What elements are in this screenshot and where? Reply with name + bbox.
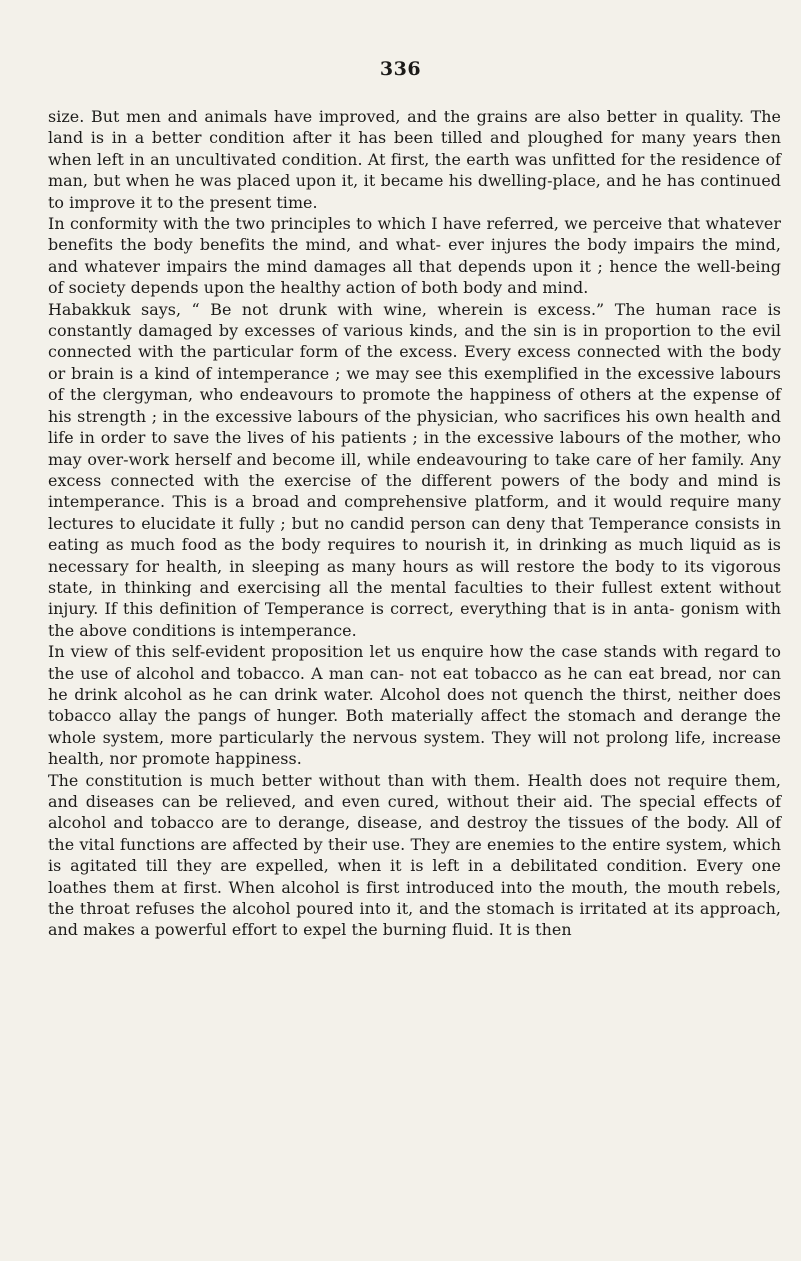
paragraph-1: size. But men and animals have improved, and the grains are also better in quality. The land is in a better condition after it has been tilled and ploughed for many years then when left in an uncultivated condition. At first, the earth was unfitted for the residence of man, but when he was placed upon it, it became his dwelling-place, and he has continued to improve it to the present time. (48, 107, 781, 212)
paragraph-5: The constitution is much better without than with them. Health does not require them, and diseases can be relieved, and even cured, without their aid. The special effects of alcohol and tobacco are to derange, disease, and destroy the tissues of the body. All of the vital functions are affected by their use. They are enemies to the entire system, which is agitated till they are expelled, when it is left in a debilitated condition. Every one loathes them at first. When alcohol is first introduced into the mouth, the mouth rebels, the throat refuses the alcohol poured into it, and the stomach is irritated at its approach, and makes a powerful effort to expel the burning fluid. It is then (48, 770, 781, 940)
paragraph-3: Habakkuk says, “ Be not drunk with wine, wherein is excess.” The human race is constantly damaged by excesses of various kinds, and the sin is in proportion to the evil connected with the particular form of the excess. Every excess connected with the body or brain is a kind of intemperance ; we may see this exemplified in the excessive labours of the clergyman, who endeavours to promote the happiness of others at the expense of his strength ; in the excessive labours of the physician, who sacrifices his own health and life in order to save the lives of his patients ; in the excessive labours of the mother, who may over-work herself and become ill, while endeavouring to take care of her family. Any excess connected with the exercise of the different powers of the body and mind is intemperance. This is a broad and comprehensive platform, and it would require many lectures to elucidate it fully ; but no candid person can deny that Temperance consists in eating as much food as the body requires to nourish it, in drinking as much liquid as is necessary for health, in sleeping as many hours as will restore the body to its vigorous state, in thinking and exercising all the mental faculties to their fullest extent without injury. If this definition of Temperance is correct, everything that is in anta- gonism with the above conditions is intemperance. (48, 299, 781, 640)
page-number: 336 (379, 58, 422, 80)
paragraph-2: In conformity with the two principles to which I have referred, we perceive that whatever benefits the body benefits the mind, and what- ever injures the body impairs the mind, and whatever impairs the mind damages all that depends upon it ; hence the well-being of society depends upon the healthy action of both body and mind. (48, 214, 781, 298)
body-text (48, 106, 781, 941)
paragraph-4: In view of this self-evident proposition let us enquire how the case stands with regard to the use of alcohol and tobacco. A man can- not eat tobacco as he can eat bread, nor can he drink alcohol as he can drink water. Alcohol does not quench the thirst, neither does tobacco allay the pangs of hunger. Both materially affect the stomach and derange the whole system, more particularly the nervous system. They will not prolong life, increase health, nor promote happiness. (48, 642, 781, 769)
